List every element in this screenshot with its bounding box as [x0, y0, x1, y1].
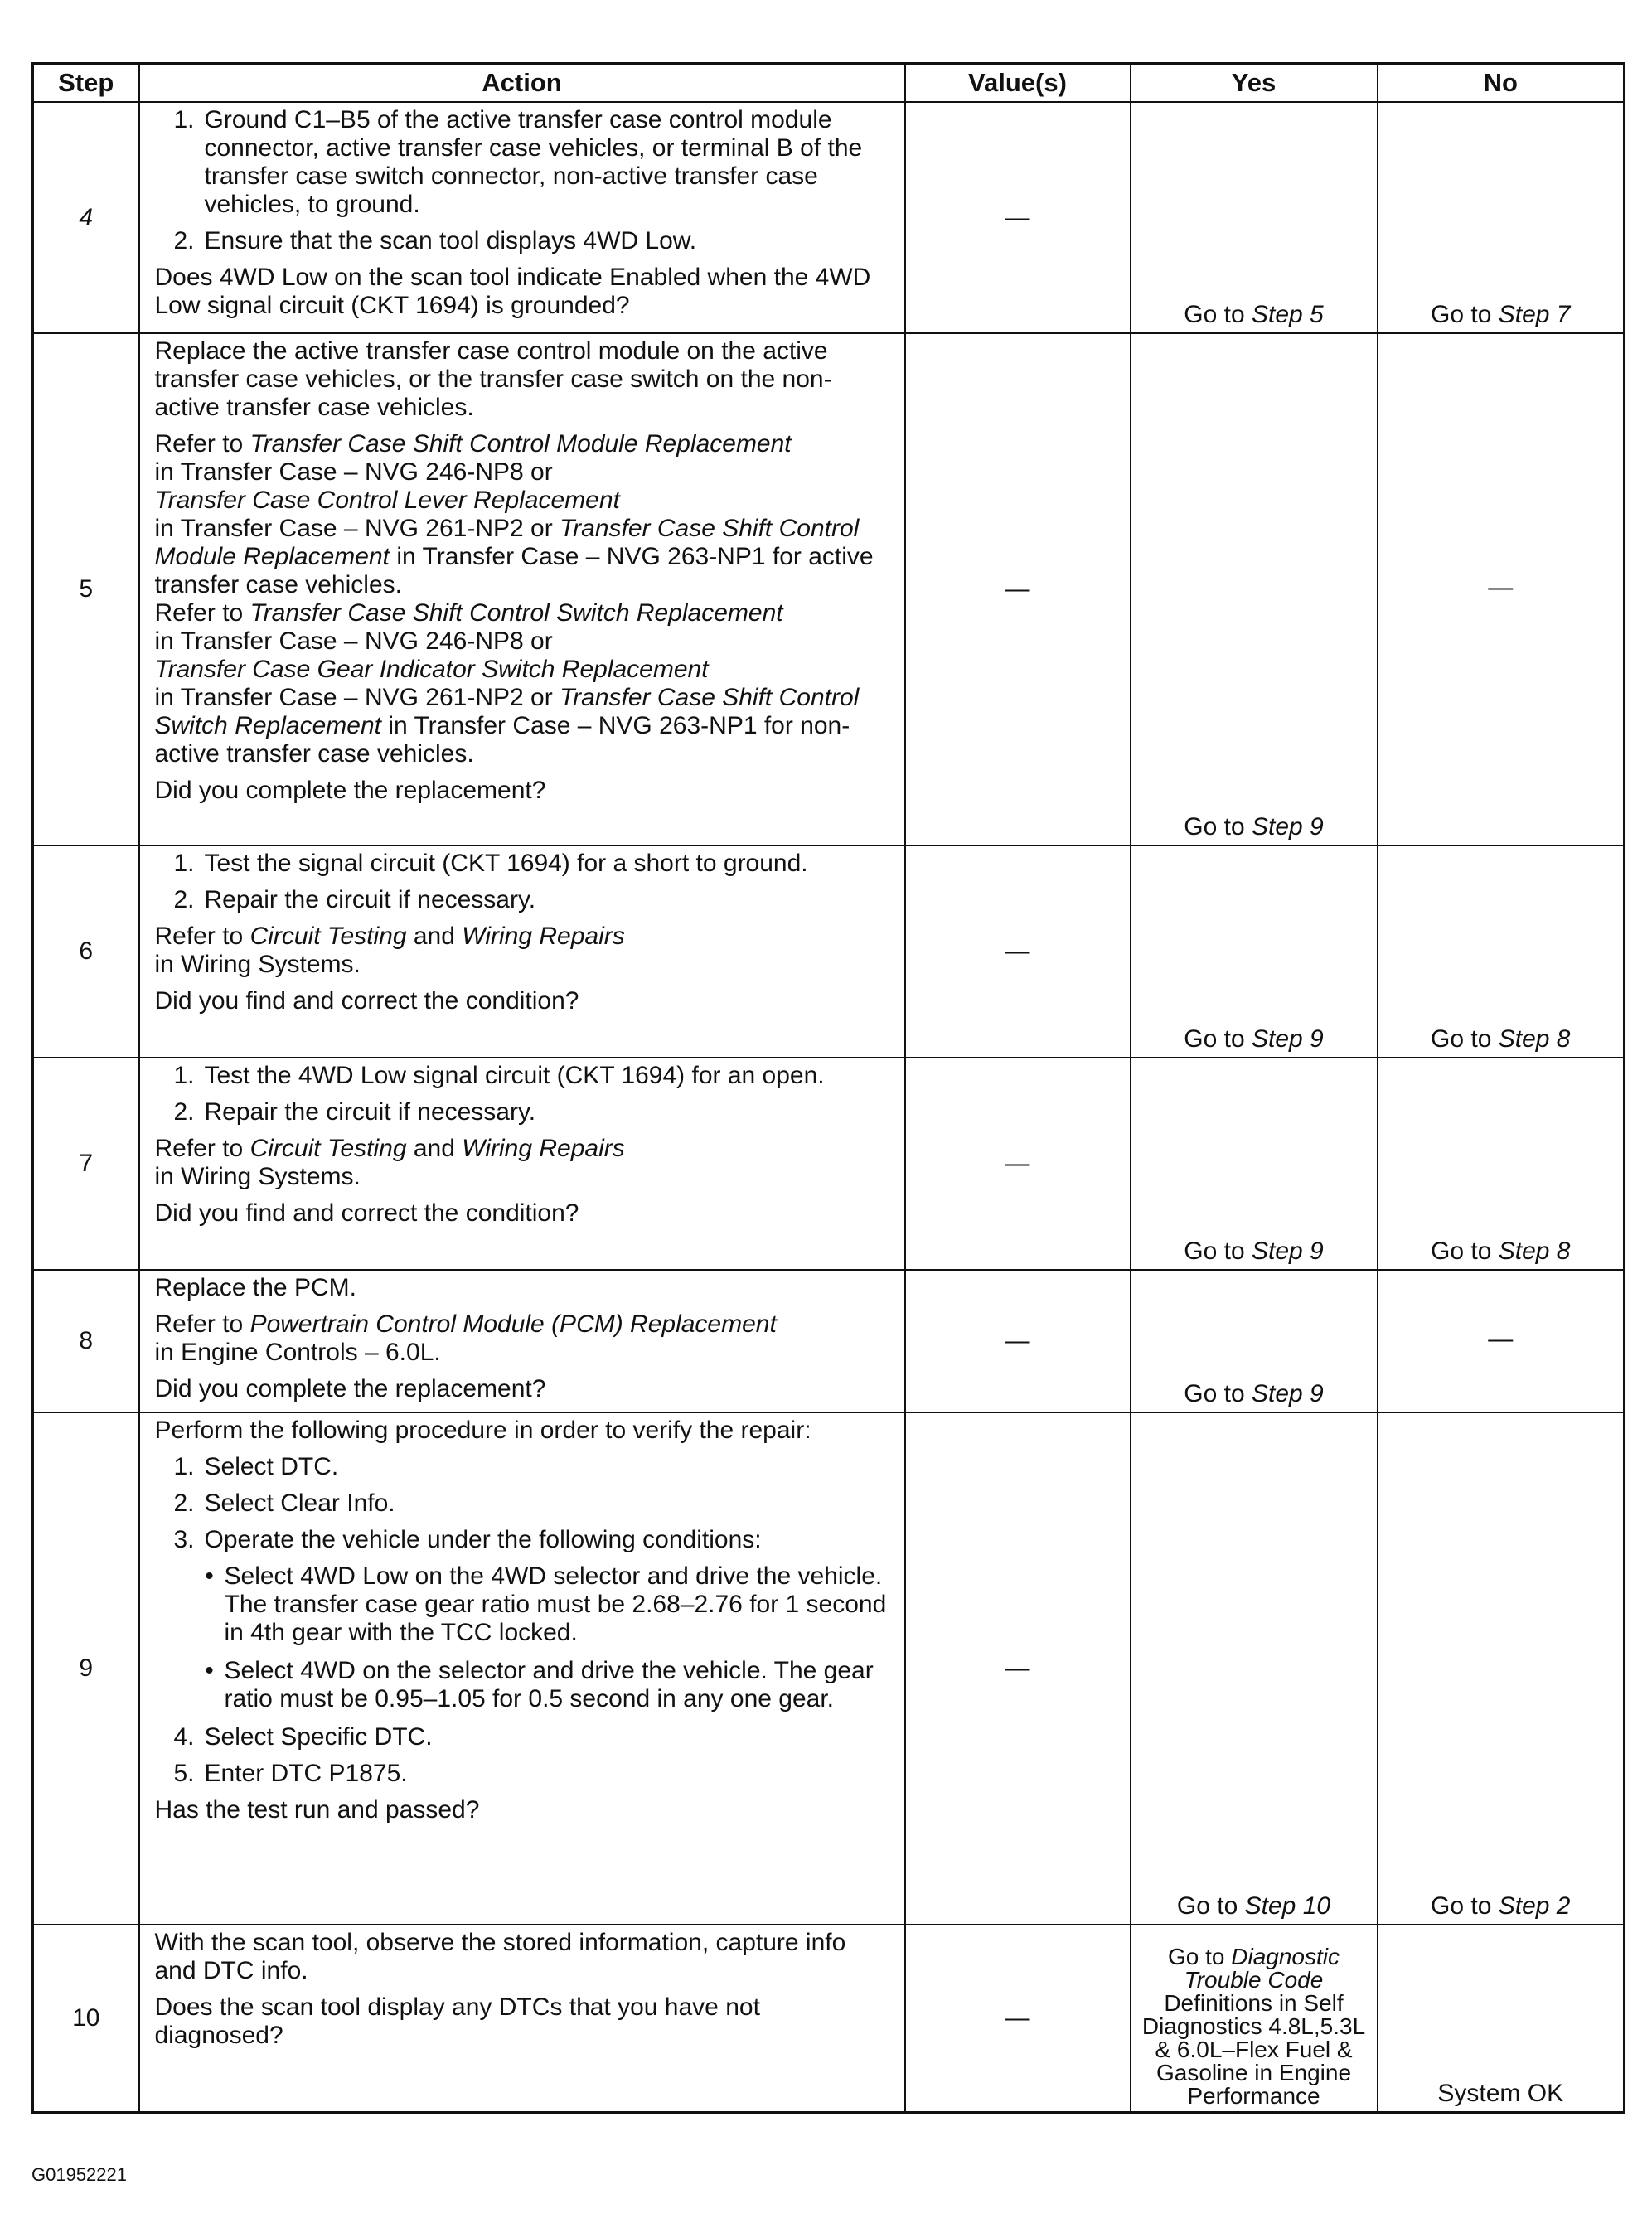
table-row [33, 1925, 1625, 2112]
action-cell: 1. Ground C1–B5 of the active transfer case control module connector, active transfer case vehicles, or terminal B of the transfer case switch connector, non-active transfer case vehicles, to ground. 2. Ensure that the scan tool displays 4WD Low. Does 4WD Low on the scan tool indicate Enabled when the 4WD Low signal circuit (CKT 1694) is grounded? [139, 102, 905, 333]
action-item: Repair the circuit if necessary. [204, 886, 536, 913]
action-cell: Perform the following procedure in order to verify the repair: 1. Select DTC. 2. Select Clear Info. 3. Operate the vehicle under the following conditions: • Select 4WD Low on the 4WD selector and drive the vehicle. The transfer case gear ratio must be 2.68–2.76 for 1 second in 4th gear with the TCC locked. • Select 4WD on the selector and drive the vehicle. The gear ratio must be 0.95–1.05 for 0.5 second in any one gear. 4. Select Specific DTC. 5. Enter DTC P1875. Has the test run and passed? [139, 1412, 905, 1925]
action-bullet: Select 4WD on the selector and drive the vehicle. The gear ratio must be 0.95–1.05 for 0.5 second in any one gear. [224, 1657, 874, 1712]
action-intro: Perform the following procedure in order to verify the repair: [154, 1417, 811, 1444]
table-row [33, 845, 1625, 1058]
step-number: 7 [33, 1058, 139, 1270]
no-cell: Go to Step 7 [1378, 102, 1625, 333]
action-question: Does the scan tool display any DTCs that you have not diagnosed? [154, 1993, 760, 2049]
header-action: Action [139, 64, 905, 103]
action-question: Has the test run and passed? [154, 1796, 480, 1824]
yes-cell: Go to Step 9 [1131, 845, 1378, 1058]
value-cell: — [905, 333, 1131, 845]
value-cell: — [905, 845, 1131, 1058]
action-reference: Refer to Circuit Testing and Wiring Repairs in Wiring Systems. [154, 1135, 625, 1190]
header-yes: Yes [1131, 64, 1378, 103]
action-item: Test the 4WD Low signal circuit (CKT 1694) for an open. [204, 1062, 825, 1089]
action-intro: With the scan tool, observe the stored information, capture info and DTC info. [154, 1929, 846, 1984]
value-cell: — [905, 1412, 1131, 1925]
value-cell: — [905, 102, 1131, 333]
action-question: Did you find and correct the condition? [154, 1199, 579, 1227]
step-number: 8 [33, 1270, 139, 1412]
no-cell: System OK [1378, 1925, 1625, 2112]
value-cell: — [905, 1058, 1131, 1270]
action-reference: Refer to Transfer Case Shift Control Module Replacement in Transfer Case – NVG 246-NP8 or Transfer Case Control Lever Replacement in Transfer Case – NVG 261-NP2 or Transfer Case Shift Control Module Replacement in Transfer Case – NVG 263-NP1 for active transfer case vehicles. Refer to Transfer Case Shift Control Switch Replacement in Transfer Case – NVG 246-NP8 or Transfer Case Gear Indicator Switch Replacement in Transfer Case – NVG 261-NP2 or Transfer Case Shift Control Switch Replacement in Transfer Case – NVG 263-NP1 for non-active transfer case vehicles. [154, 430, 874, 768]
table-row [33, 333, 1625, 845]
no-cell: Go to Step 8 [1378, 1058, 1625, 1270]
figure-code: G01952221 [31, 2164, 127, 2185]
yes-cell: Go to Step 5 [1131, 102, 1378, 333]
action-reference: Refer to Circuit Testing and Wiring Repairs in Wiring Systems. [154, 923, 625, 978]
value-cell: — [905, 1925, 1131, 2112]
action-item: Ensure that the scan tool displays 4WD Low. [204, 227, 697, 254]
table-row [33, 1412, 1625, 1925]
table-row [33, 1058, 1625, 1270]
table-row [33, 102, 1625, 333]
table-row [33, 1270, 1625, 1412]
step-number: 6 [33, 845, 139, 1058]
step-number: 9 [33, 1412, 139, 1925]
action-cell: 1. Test the signal circuit (CKT 1694) for a short to ground. 2. Repair the circuit if necessary. Refer to Circuit Testing and Wiring Repairs in Wiring Systems. Did you find and correct the condition? [139, 845, 905, 1058]
action-intro: Replace the active transfer case control module on the active transfer case vehicles, or the transfer case switch on the non-active transfer case vehicles. [154, 337, 832, 421]
action-item: Operate the vehicle under the following conditions: [204, 1526, 762, 1553]
action-item: Enter DTC P1875. [204, 1760, 408, 1787]
header-values: Value(s) [905, 64, 1131, 103]
action-question: Does 4WD Low on the scan tool indicate Enabled when the 4WD Low signal circuit (CKT 1694) is grounded? [154, 264, 871, 319]
action-cell [139, 333, 905, 845]
action-item: Select Specific DTC. [204, 1723, 433, 1751]
step-number: 5 [33, 333, 139, 845]
yes-cell: Go to Step 9 [1131, 1270, 1378, 1412]
action-cell [139, 1270, 905, 1412]
action-item: Repair the circuit if necessary. [204, 1098, 536, 1126]
action-cell [139, 1925, 905, 2112]
action-bullet: Select 4WD Low on the 4WD selector and drive the vehicle. The transfer case gear ratio must be 2.68–2.76 for 1 second in 4th gear with the TCC locked. [224, 1562, 887, 1646]
action-item: Ground C1–B5 of the active transfer case control module connector, active transfer case vehicles, or terminal B of the transfer case switch connector, non-active transfer case vehicles, to ground. [204, 106, 863, 218]
action-question: Did you complete the replacement? [154, 777, 546, 804]
diagnostic-table-sheet [31, 62, 1623, 2114]
action-item: Test the signal circuit (CKT 1694) for a short to ground. [204, 850, 808, 877]
yes-cell: Go to Step 10 [1131, 1412, 1378, 1925]
yes-cell: Go to Diagnostic Trouble Code Definitions in Self Diagnostics 4.8L,5.3L & 6.0L–Flex Fuel & Gasoline in Engine Performance [1131, 1925, 1378, 2112]
diagnostic-table [31, 62, 1625, 2114]
no-cell: — [1378, 1270, 1625, 1412]
action-question: Did you complete the replacement? [154, 1375, 546, 1402]
action-item: Select Clear Info. [204, 1489, 395, 1517]
action-cell: 1. Test the 4WD Low signal circuit (CKT 1694) for an open. 2. Repair the circuit if necessary. Refer to Circuit Testing and Wiring Repairs in Wiring Systems. Did you find and correct the condition? [139, 1058, 905, 1270]
no-cell: Go to Step 2 [1378, 1412, 1625, 1925]
action-item: Select DTC. [204, 1453, 339, 1480]
header-no: No [1378, 64, 1625, 103]
no-cell: — [1378, 333, 1625, 845]
yes-cell: Go to Step 9 [1131, 1058, 1378, 1270]
step-number: 4 [33, 102, 139, 333]
yes-cell: Go to Step 9 [1131, 333, 1378, 845]
value-cell: — [905, 1270, 1131, 1412]
action-intro: Replace the PCM. [154, 1274, 356, 1301]
table-header-row [33, 64, 1625, 103]
step-number: 10 [33, 1925, 139, 2112]
no-cell: Go to Step 8 [1378, 845, 1625, 1058]
action-reference: Refer to Powertrain Control Module (PCM) Replacement in Engine Controls – 6.0L. [154, 1310, 777, 1366]
header-step: Step [33, 64, 139, 103]
action-question: Did you find and correct the condition? [154, 987, 579, 1015]
